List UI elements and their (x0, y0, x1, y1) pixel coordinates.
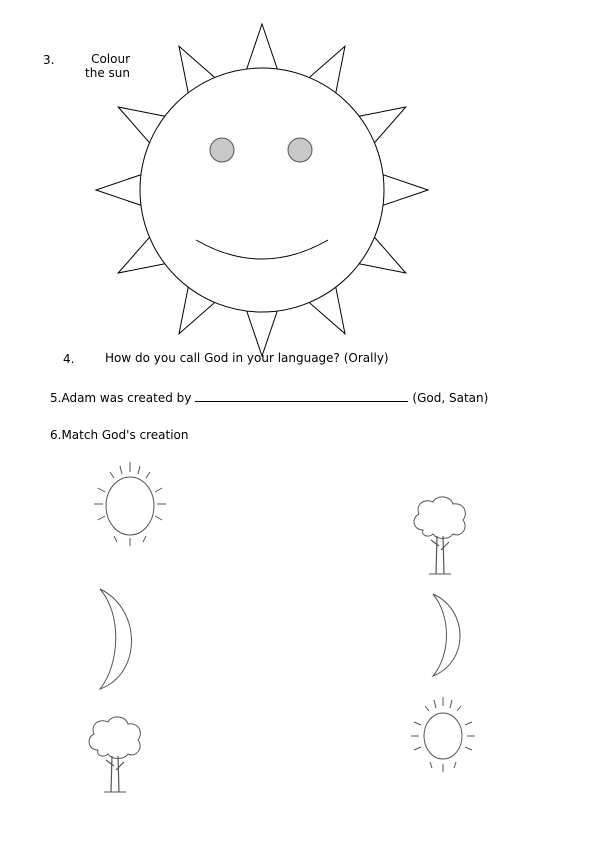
answer-blank[interactable] (195, 391, 408, 402)
sun-right-eye (288, 138, 312, 162)
question-5-text-after: (God, Satan) (412, 391, 489, 405)
moon-icon[interactable] (425, 590, 475, 680)
sun-face (140, 68, 384, 312)
question-3-line1: Colour (91, 52, 130, 66)
tree-icon[interactable] (80, 710, 150, 800)
sun-left-eye (210, 138, 234, 162)
question-4-text: How do you call God in your language? (Orally) (105, 351, 389, 365)
sun-colouring-drawing (0, 0, 594, 360)
question-5 (50, 391, 488, 405)
question-6-number: 6. (50, 428, 62, 442)
sun-icon[interactable] (90, 458, 170, 548)
question-6 (50, 428, 189, 442)
question-5-text-before: Adam was created by (61, 391, 192, 405)
moon-icon[interactable] (90, 584, 150, 694)
tree-icon[interactable] (405, 490, 475, 580)
question-6-text: Match God's creation (61, 428, 189, 442)
question-4-number: 4. (63, 352, 75, 366)
question-5-number: 5. (50, 391, 62, 405)
question-3-line2: the sun (85, 66, 130, 80)
sun-icon[interactable] (408, 694, 478, 774)
question-3-number: 3. (43, 53, 55, 67)
